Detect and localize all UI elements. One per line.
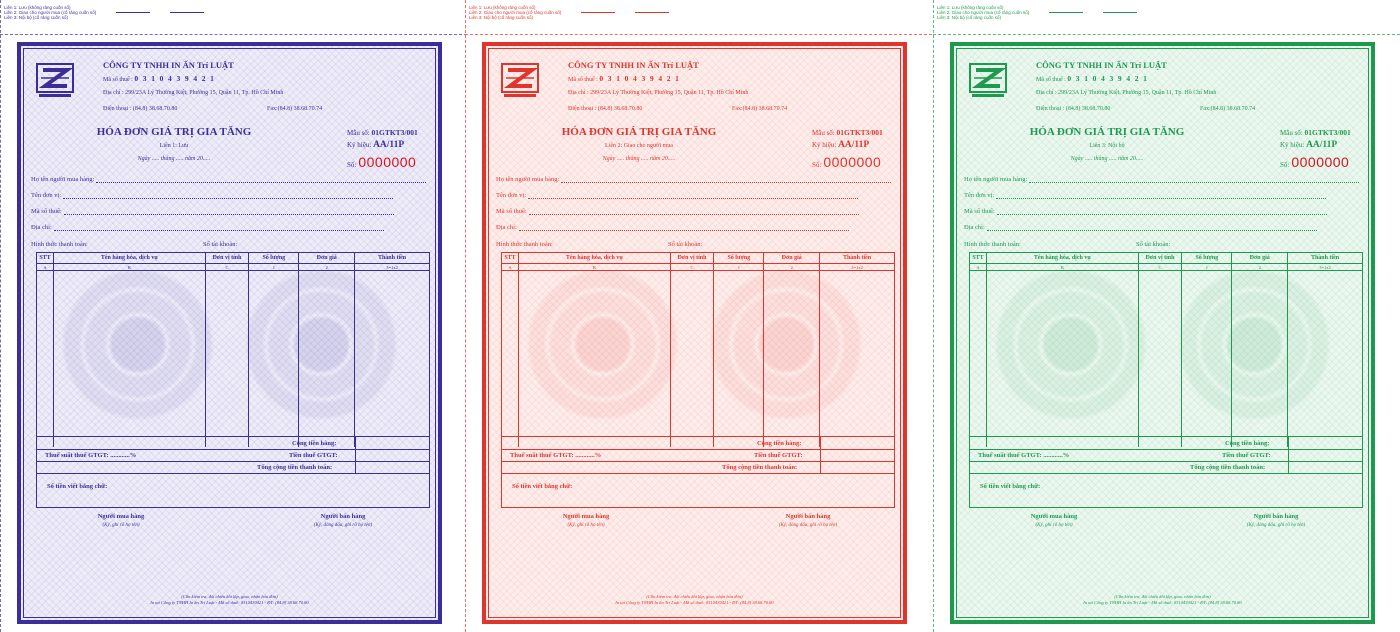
footer-note — [21, 594, 438, 606]
unit-field — [964, 192, 1361, 199]
buyer-field — [496, 176, 893, 183]
buyer-signature — [61, 513, 181, 528]
invoice-number: 0000000 — [1291, 154, 1350, 170]
totals-box — [969, 436, 1363, 508]
unit-label: Tên đơn vị: — [964, 192, 995, 199]
copy-separator — [465, 0, 466, 632]
account-number-label: Số tài khoản: — [203, 241, 238, 248]
buyer-signature-note: (Ký, ghi rõ họ tên) — [567, 523, 605, 528]
copy-separator — [0, 0, 1, 632]
col-header: Tên hàng hóa, dịch vụ — [986, 253, 1138, 264]
company-tax-code: 0 3 1 0 4 3 9 4 2 1 — [134, 74, 216, 83]
vat-amount-label: Tiền thuế GTGT: — [289, 452, 338, 459]
col-code: 3=1x2 — [1288, 264, 1363, 271]
col-header: Thành tiền — [1288, 253, 1363, 264]
buyer-field — [31, 176, 428, 183]
col-header: STT — [37, 253, 54, 264]
copy-note-3: Liên 3: Nội bộ (cố rảng cuốn sổ) — [937, 15, 1002, 20]
buyer-signature-label: Người mua hàng — [562, 513, 610, 520]
vat-rate-label: Thuế suất thuế GTGT: ............% — [510, 452, 602, 459]
copy-label: Liên 2: Giao cho người mua — [605, 143, 673, 149]
copy-note-3: Liên 3: Nội bộ (cố rảng cuốn sổ) — [4, 15, 69, 20]
invoice-number: 0000000 — [358, 154, 417, 170]
unit-label: Tên đơn vị: — [31, 192, 62, 199]
col-code: A — [502, 264, 519, 271]
payment-method-label: Hình thức thanh toán: — [964, 241, 1021, 248]
footer-line-2: In tại Công ty TNHH In ấn Trí Luật - Mã số thuế: 0310439421 - ĐT: (84.8) 38.68.70.80 — [615, 600, 774, 605]
buyer-signature — [994, 513, 1114, 528]
cut-line — [933, 34, 1400, 35]
copy-separator — [933, 0, 934, 632]
buyer-label: Họ tên người mua hàng: — [964, 176, 1028, 183]
company-fax: Fax:(84.8) 38.68.70.74 — [732, 106, 788, 112]
copy-note-2: Liên 2: Giao cho người mua (cố rảng cuốn sổ) — [937, 10, 1030, 15]
address-label: Địa chỉ: — [496, 224, 517, 231]
col-header: STT — [502, 253, 519, 264]
col-header: STT — [970, 253, 987, 264]
grand-total-label: Tổng cộng tiền thanh toán: — [1190, 464, 1266, 471]
items-table — [36, 252, 430, 447]
buyer-label: Họ tên người mua hàng: — [31, 176, 95, 183]
company-phone: Điện thoại : (84.8) 38.68.70.80 — [103, 106, 178, 112]
form-label: Mẫu số: — [812, 129, 835, 137]
seller-signature — [748, 513, 868, 528]
invoice-symbol: AA/11P — [373, 140, 405, 150]
symbol-line — [812, 140, 869, 150]
col-code: 3=1x2 — [355, 264, 430, 271]
company-tax-label: Mã số thuế : — [1036, 77, 1066, 83]
account-number-label: Số tài khoản: — [1136, 241, 1171, 248]
amount-in-words-label: Số tiền viết bằng chữ: — [512, 483, 573, 490]
items-table — [969, 252, 1363, 447]
payment-method-label: Hình thức thanh toán: — [31, 241, 88, 248]
address-field — [496, 224, 893, 231]
col-code: B — [986, 264, 1138, 271]
col-code: A — [970, 264, 987, 271]
invoice-title: HÓA ĐƠN GIÁ TRỊ GIA TĂNG — [1029, 126, 1185, 138]
invoice-copy-3 — [933, 0, 1400, 632]
col-header: Số lượng — [714, 253, 764, 264]
invoice-date: Ngày ..... tháng ..... năm 20..... — [602, 156, 676, 162]
invoice-title: HÓA ĐƠN GIÁ TRỊ GIA TĂNG — [96, 126, 252, 138]
copy-note-2: Liên 2: Giao cho người mua (cố rảng cuốn sổ) — [4, 10, 97, 15]
vat-amount-label: Tiền thuế GTGT: — [1222, 452, 1271, 459]
payment-method-label: Hình thức thanh toán: — [496, 241, 553, 248]
company-logo-icon — [968, 60, 1008, 100]
seller-signature-label: Người bán hàng — [320, 513, 366, 520]
invoice-sheet — [482, 42, 907, 624]
col-code: 1 — [249, 264, 299, 271]
form-code: 01GTKT3/001 — [1304, 128, 1351, 137]
symbol-line — [1280, 140, 1337, 150]
table-body-row — [970, 271, 1363, 448]
grand-total-label: Tổng cộng tiền thanh toán: — [257, 464, 333, 471]
unit-label: Tên đơn vị: — [496, 192, 527, 199]
copy-note-1: Liên 1: Lưu (không rảng cuốn sổ) — [4, 5, 71, 10]
form-code: 01GTKT3/001 — [371, 128, 418, 137]
col-code: 2 — [299, 264, 355, 271]
number-line — [1280, 154, 1349, 170]
number-label: Số: — [812, 161, 822, 169]
footer-line-2: In tại Công ty TNHH In ấn Trí Luật - Mã số thuế: 0310439421 - ĐT: (84.8) 38.68.70.80 — [1083, 600, 1242, 605]
invoice-sheet — [950, 42, 1375, 624]
company-fax: Fax:(84.8) 38.68.70.74 — [1200, 106, 1256, 112]
company-tax-label: Mã số thuế : — [103, 77, 133, 83]
copy-label: Liên 3: Nội bộ — [1089, 143, 1125, 149]
buyer-signature-note: (Ký, ghi rõ họ tên) — [102, 523, 140, 528]
vat-amount-label: Tiền thuế GTGT: — [754, 452, 803, 459]
subtotal-label: Cộng tiền hàng: — [1225, 440, 1270, 447]
col-code: C — [670, 264, 714, 271]
col-header: Đơn vị tính — [670, 253, 714, 264]
unit-field — [31, 192, 428, 199]
invoice-date: Ngày ..... tháng ..... năm 20..... — [1070, 156, 1144, 162]
copy-label: Liên 1: Lưu — [159, 143, 189, 149]
buyer-label: Họ tên người mua hàng: — [496, 176, 560, 183]
amount-in-words-label: Số tiền viết bằng chữ: — [980, 483, 1041, 490]
company-address: Địa chỉ : 299/23A Lý Thường Kiệt, Phường 15, Quận 11, Tp. Hồ Chí Minh — [103, 90, 284, 96]
col-header: Đơn giá — [299, 253, 355, 264]
table-subheader-row — [970, 264, 1363, 271]
tax-label: Mã số thuế: — [31, 208, 62, 215]
table-header-row — [502, 253, 895, 264]
unit-field — [496, 192, 893, 199]
col-code: 3=1x2 — [820, 264, 895, 271]
tax-field — [964, 208, 1361, 215]
form-code: 01GTKT3/001 — [836, 128, 883, 137]
address-field — [31, 224, 428, 231]
company-tax-line — [568, 74, 680, 83]
invoice-symbol: AA/11P — [1306, 140, 1338, 150]
copy-note-2: Liên 2: Giao cho người mua (cố rảng cuốn sổ) — [469, 10, 562, 15]
company-tax-label: Mã số thuế : — [568, 77, 598, 83]
company-address: Địa chỉ : 299/23A Lý Thường Kiệt, Phường 15, Quận 11, Tp. Hồ Chí Minh — [568, 90, 749, 96]
buyer-signature — [526, 513, 646, 528]
col-header: Tên hàng hóa, dịch vụ — [518, 253, 670, 264]
vat-rate-label: Thuế suất thuế GTGT: ............% — [45, 452, 137, 459]
number-label: Số: — [347, 161, 357, 169]
col-code: 2 — [764, 264, 820, 271]
tax-label: Mã số thuế: — [496, 208, 527, 215]
col-header: Đơn vị tính — [1138, 253, 1182, 264]
copy-note-3: Liên 3: Nội bộ (cố rảng cuốn sổ) — [469, 15, 534, 20]
seller-signature — [1216, 513, 1336, 528]
copy-notes — [937, 5, 1137, 20]
vat-rate-label: Thuế suất thuế GTGT: ............% — [978, 452, 1070, 459]
cut-line — [0, 34, 467, 35]
col-header: Thành tiền — [355, 253, 430, 264]
table-header-row — [970, 253, 1363, 264]
footer-line-1: (Cần kiểm tra, đối chiếu khi lập, giao, nhận hóa đơn) — [1114, 594, 1211, 599]
company-tax-code: 0 3 1 0 4 3 9 4 2 1 — [1067, 74, 1149, 83]
company-logo-icon — [500, 60, 540, 100]
tax-field — [496, 208, 893, 215]
table-subheader-row — [502, 264, 895, 271]
col-header: Đơn giá — [764, 253, 820, 264]
symbol-label: Ký hiệu: — [812, 141, 837, 149]
col-header: Số lượng — [1182, 253, 1232, 264]
col-code: C — [1138, 264, 1182, 271]
col-header: Số lượng — [249, 253, 299, 264]
symbol-label: Ký hiệu: — [347, 141, 372, 149]
company-tax-line — [103, 74, 215, 83]
buyer-field — [964, 176, 1361, 183]
symbol-line — [347, 140, 404, 150]
col-code: B — [53, 264, 205, 271]
buyer-signature-label: Người mua hàng — [1030, 513, 1078, 520]
seller-signature-note: (Ký, đóng dấu, ghi rõ họ tên) — [313, 523, 373, 528]
form-code-line — [1280, 128, 1351, 137]
account-number-label: Số tài khoản: — [668, 241, 703, 248]
copy-notes — [469, 5, 669, 20]
col-header: Tên hàng hóa, dịch vụ — [53, 253, 205, 264]
address-field — [964, 224, 1361, 231]
col-code: B — [518, 264, 670, 271]
table-body-row — [37, 271, 430, 448]
amount-in-words-label: Số tiền viết bằng chữ: — [47, 483, 108, 490]
symbol-label: Ký hiệu: — [1280, 141, 1305, 149]
form-label: Mẫu số: — [1280, 129, 1303, 137]
company-name: CÔNG TY TNHH IN ẤN Trí LUẬT — [568, 60, 699, 70]
invoice-number: 0000000 — [823, 154, 882, 170]
col-code: A — [37, 264, 54, 271]
company-phone: Điện thoại : (84.8) 38.68.70.80 — [568, 106, 643, 112]
invoice-title: HÓA ĐƠN GIÁ TRỊ GIA TĂNG — [561, 126, 717, 138]
company-phone: Điện thoại : (84.8) 38.68.70.80 — [1036, 106, 1111, 112]
col-code: 1 — [714, 264, 764, 271]
buyer-signature-label: Người mua hàng — [97, 513, 145, 520]
company-address: Địa chỉ : 299/23A Lý Thường Kiệt, Phường 15, Quận 11, Tp. Hồ Chí Minh — [1036, 90, 1217, 96]
number-label: Số: — [1280, 161, 1290, 169]
footer-note — [954, 594, 1371, 606]
invoice-sheet — [17, 42, 442, 624]
invoice-copy-2 — [465, 0, 932, 632]
totals-box — [36, 436, 430, 508]
invoice-date: Ngày ..... tháng ..... năm 20..... — [137, 156, 211, 162]
seller-signature-label: Người bán hàng — [1253, 513, 1299, 520]
number-line — [812, 154, 881, 170]
address-label: Địa chỉ: — [964, 224, 985, 231]
seller-signature-note: (Ký, đóng dấu, ghi rõ họ tên) — [778, 523, 838, 528]
footer-line-1: (Cần kiểm tra, đối chiếu khi lập, giao, nhận hóa đơn) — [181, 594, 278, 599]
grand-total-label: Tổng cộng tiền thanh toán: — [722, 464, 798, 471]
seller-signature-note: (Ký, đóng dấu, ghi rõ họ tên) — [1246, 523, 1306, 528]
tax-label: Mã số thuế: — [964, 208, 995, 215]
footer-line-1: (Cần kiểm tra, đối chiếu khi lập, giao, nhận hóa đơn) — [646, 594, 743, 599]
company-tax-line — [1036, 74, 1148, 83]
col-code: C — [205, 264, 249, 271]
form-label: Mẫu số: — [347, 129, 370, 137]
table-body-row — [502, 271, 895, 448]
address-label: Địa chỉ: — [31, 224, 52, 231]
buyer-signature-note: (Ký, ghi rõ họ tên) — [1035, 523, 1073, 528]
table-subheader-row — [37, 264, 430, 271]
col-code: 1 — [1182, 264, 1232, 271]
copy-note-1: Liên 1: Lưu (không rảng cuốn sổ) — [937, 5, 1004, 10]
copy-notes — [4, 5, 204, 20]
invoice-symbol: AA/11P — [838, 140, 870, 150]
company-logo-icon — [35, 60, 75, 100]
seller-signature-label: Người bán hàng — [785, 513, 831, 520]
col-code: 2 — [1232, 264, 1288, 271]
company-fax: Fax:(84.8) 38.68.70.74 — [267, 106, 323, 112]
form-code-line — [812, 128, 883, 137]
col-header: Đơn vị tính — [205, 253, 249, 264]
form-code-line — [347, 128, 418, 137]
subtotal-label: Cộng tiền hàng: — [757, 440, 802, 447]
col-header: Đơn giá — [1232, 253, 1288, 264]
company-name: CÔNG TY TNHH IN ẤN Trí LUẬT — [103, 60, 234, 70]
col-header: Thành tiền — [820, 253, 895, 264]
items-table — [501, 252, 895, 447]
number-line — [347, 154, 416, 170]
invoice-copy-1 — [0, 0, 467, 632]
company-tax-code: 0 3 1 0 4 3 9 4 2 1 — [599, 74, 681, 83]
copy-note-1: Liên 1: Lưu (không rảng cuốn sổ) — [469, 5, 536, 10]
seller-signature — [283, 513, 403, 528]
footer-note — [486, 594, 903, 606]
subtotal-label: Cộng tiền hàng: — [292, 440, 337, 447]
totals-box — [501, 436, 895, 508]
tax-field — [31, 208, 428, 215]
footer-line-2: In tại Công ty TNHH In ấn Trí Luật - Mã số thuế: 0310439421 - ĐT: (84.8) 38.68.70.80 — [150, 600, 309, 605]
cut-line — [465, 34, 932, 35]
company-name: CÔNG TY TNHH IN ẤN Trí LUẬT — [1036, 60, 1167, 70]
table-header-row — [37, 253, 430, 264]
